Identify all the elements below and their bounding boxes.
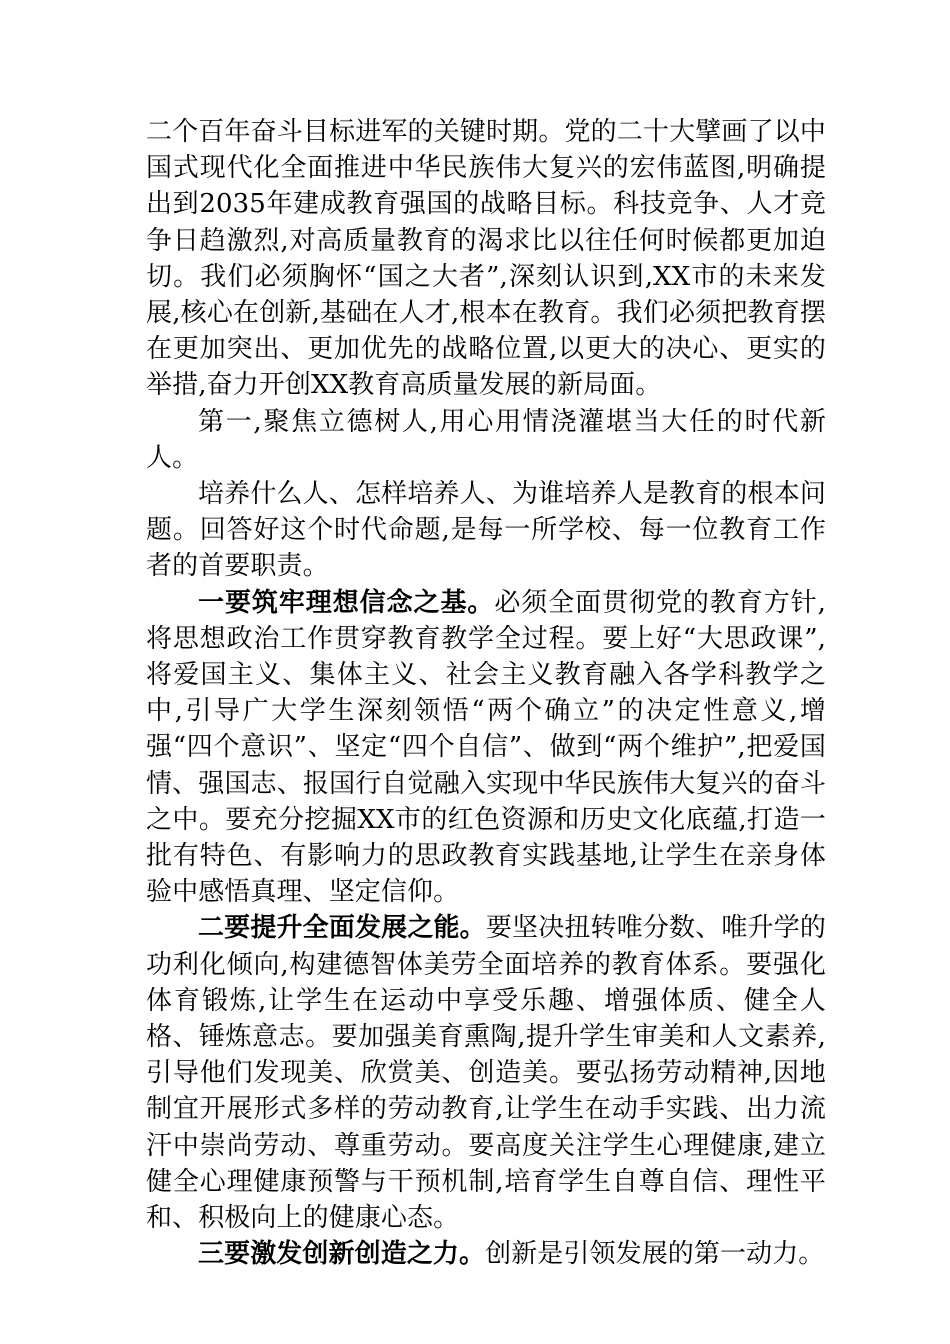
paragraph-5-text: 要坚决扭转唯分数、唯升学的功利化倾向,构建德智体美劳全面培养的教育体系。要强化体育锻炼,让学生在运动中享受乐趣、增强体质、健全人格、锤炼意志。要加强美育熏陶,提升学生审美和人文素养,引导他们发现美、欣赏美、创造美。要弘扬劳动精神,因地制宜开展形式多样的劳动教育,让学生在动手实践、出力流汗中崇尚劳动、尊重劳动。要高度关注学生心理健康,建立健全心理健康预警与干预机制,培育学生自尊自信、理性平和、积极向上的健康心态。 bbox=[146, 913, 826, 1234]
section-heading-first bbox=[146, 404, 826, 476]
body-paragraph-6 bbox=[146, 1236, 826, 1272]
paragraph-1-text: 二个百年奋斗目标进军的关键时期。党的二十大擘画了以中国式现代化全面推进中华民族伟大复兴的宏伟蓝图,明确提出到2035年建成教育强国的战略目标。科技竞争、人才竞争日趋激烈,对高质量教育的渴求比以往任何时候都更加迫切。我们必须胸怀“国之大者”,深刻认识到,XX市的未来发展,核心在创新,基础在人才,根本在教育。我们必须把教育摆在更加突出、更加优先的战略位置,以更大的决心、更实的举措,奋力开创XX教育高质量发展的新局面。 bbox=[146, 117, 826, 401]
paragraph-4-lead: 一要筑牢理想信念之基。 bbox=[198, 587, 495, 618]
body-paragraph-5 bbox=[146, 910, 826, 1236]
paragraph-4-text: 必须全面贯彻党的教育方针,将思想政治工作贯穿教育教学全过程。要上好“大思政课”,将爱国主义、集体主义、社会主义教育融入各学科教学之中,引导广大学生深刻领悟“两个确立”的决定性意义,增强“四个意识”、坚定“四个自信”、做到“两个维护”,把爱国情、强国志、报国行自觉融入实现中华民族伟大复兴的奋斗之中。要充分挖掘XX市的红色资源和历史文化底蕴,打造一批有特色、有影响力的思政教育实践基地,让学生在亲身体验中感悟真理、坚定信仰。 bbox=[146, 587, 826, 908]
body-paragraph-1 bbox=[146, 114, 826, 404]
paragraph-5-lead: 二要提升全面发展之能。 bbox=[198, 913, 486, 944]
body-paragraph-4 bbox=[146, 585, 826, 911]
paragraph-6-lead: 三要激发创新创造之力。 bbox=[198, 1239, 486, 1270]
document-page bbox=[146, 114, 826, 1273]
paragraph-3-text: 培养什么人、怎样培养人、为谁培养人是教育的根本问题。回答好这个时代命题,是每一所学校、每一位教育工作者的首要职责。 bbox=[146, 479, 826, 582]
paragraph-2-text: 第一,聚焦立德树人,用心用情浇灌堪当大任的时代新人。 bbox=[146, 406, 826, 473]
body-paragraph-3 bbox=[146, 476, 826, 585]
paragraph-6-text: 创新是引领发展的第一动力。 bbox=[485, 1239, 825, 1270]
